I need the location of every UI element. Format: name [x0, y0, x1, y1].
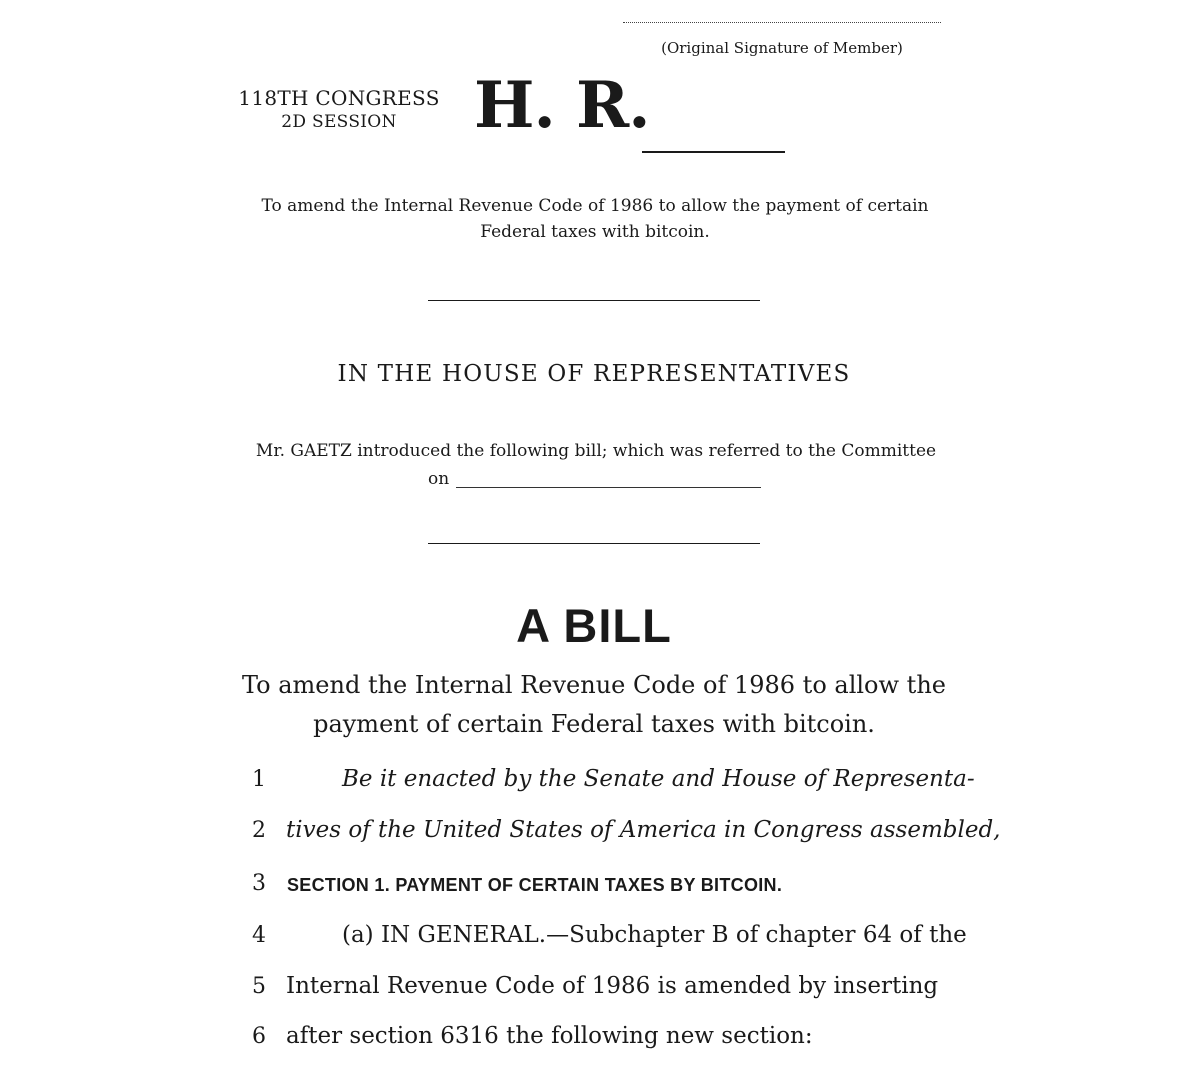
signature-line: [623, 22, 941, 23]
divider-rule: [428, 543, 760, 544]
line-number: 4: [252, 923, 266, 948]
line-number: 2: [252, 818, 266, 843]
bill-heading: A BILL: [516, 599, 672, 652]
line-number: 6: [252, 1024, 266, 1049]
line-number: 5: [252, 974, 266, 999]
bill-number-blank: [642, 151, 785, 153]
committee-blank: [456, 487, 761, 488]
line-number: 1: [252, 767, 266, 792]
long-title: To amend the Internal Revenue Code of 1986 to allow the payment of certain Federal taxes with bitcoin.: [242, 671, 946, 738]
bill-line: Be it enacted by the Senate and House of Representa-: [342, 766, 975, 792]
bill-line: Internal Revenue Code of 1986 is amended by inserting: [286, 973, 939, 999]
line-number: 3: [252, 871, 266, 896]
session-label: 2D SESSION: [281, 112, 397, 132]
introduction-continuation: on: [428, 469, 450, 489]
short-title: To amend the Internal Revenue Code of 1986 to allow the payment of certain Federal taxes with bitcoin.: [261, 196, 929, 242]
bill-line: tives of the United States of America in Congress assembled,: [286, 817, 1001, 843]
introduction-text: Mr. GAETZ introduced the following bill; which was referred to the Committee: [255, 441, 937, 461]
chamber-heading: IN THE HOUSE OF REPRESENTATIVES: [337, 361, 851, 387]
section-heading: SECTION 1. PAYMENT OF CERTAIN TAXES BY BITCOIN.: [287, 875, 783, 895]
signature-caption: (Original Signature of Member): [661, 39, 903, 57]
congress-label: 118TH CONGRESS: [238, 86, 440, 110]
divider-rule: [428, 300, 760, 301]
bill-line: after section 6316 the following new section:: [286, 1023, 813, 1049]
bill-type-mark: H. R.: [474, 68, 650, 143]
bill-line: (a) IN GENERAL.—Subchapter B of chapter 64 of the: [342, 922, 967, 948]
